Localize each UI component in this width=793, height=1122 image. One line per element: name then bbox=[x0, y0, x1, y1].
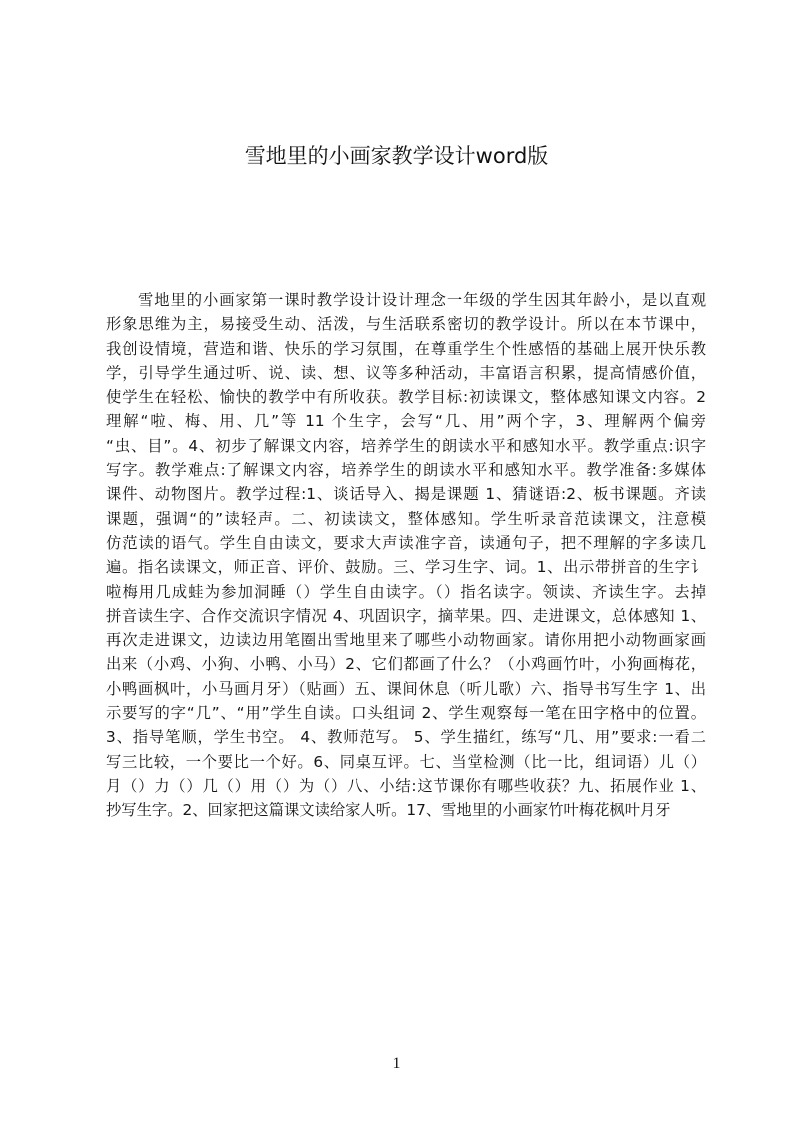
body-line: 形象思维为主，易接受生动、活泼，与生活联系密切的教学设计。所以在本节课中， bbox=[106, 315, 706, 334]
body-line: 再次走进课文，边读边用笔圈出雪地里来了哪些小动物画家。请你用把小动物画家画 bbox=[106, 631, 706, 650]
body-line: 写三比较，一个要比一个好。6、同桌互评。七、当堂检测（比一比，组词语）儿（） bbox=[106, 752, 706, 771]
body-line: 使学生在轻松、愉快的教学中有所收获。教学目标:初读课文，整体感知课文内容。2 bbox=[106, 388, 706, 407]
body-line: 月（）力（）几（）用（）为（）八、小结:这节课你有哪些收获？九、拓展作业 1、 bbox=[106, 776, 706, 795]
body-line: 出来（小鸡、小狗、小鸭、小马）2、它们都画了什么？（小鸡画竹叶，小狗画梅花， bbox=[106, 655, 706, 674]
body-line: 抄写生字。2、回家把这篇课文读给家人听。17、雪地里的小画家竹叶梅花枫叶月牙 bbox=[106, 801, 671, 820]
body-line: 示要写的字“几”、“用”学生自读。口头组词 2、学生观察每一笔在田字格中的位置。 bbox=[106, 704, 706, 723]
body-line: 小鸭画枫叶，小马画月牙）（贴画）五、课间休息（听儿歌）六、指导书写生字 1、出 bbox=[106, 679, 706, 698]
body-line: 仿范读的语气。学生自由读文，要求大声读准字音，读通句子，把不理解的字多读几 bbox=[106, 533, 706, 552]
body-line: 我创设情境，营造和谐、快乐的学习氛围，在尊重学生个性感悟的基础上展开快乐教 bbox=[106, 339, 706, 358]
document-body bbox=[106, 288, 706, 823]
body-line: 遍。指名读课文，师正音、评价、鼓励。三、学习生字、词。1、出示带拼音的生字讠 bbox=[106, 558, 706, 577]
body-line: 学，引导学生通过听、说、读、想、议等多种活动，丰富语言积累，提高情感价值， bbox=[106, 363, 706, 382]
body-line: 啦梅用几成蛙为参加洞睡（）学生自由读字。（）指名读字。领读、齐读生字。去掉 bbox=[106, 582, 706, 601]
body-line: 雪地里的小画家第一课时教学设计设计理念一年级的学生因其年龄小，是以直观 bbox=[138, 291, 706, 309]
body-line: 3、指导笔顺，学生书空。 4、教师范写。 5、学生描红，练写“几、用”要求:一看二 bbox=[106, 728, 706, 747]
body-line: 写字。教学难点:了解课文内容，培养学生的朗读水平和感知水平。教学准备:多媒体 bbox=[106, 461, 706, 480]
body-line: 课件、动物图片。教学过程:1、谈话导入、揭是课题 1、猜谜语:2、板书课题。齐读 bbox=[106, 485, 706, 504]
body-line: 课题，强调“的”读轻声。二、初读读文，整体感知。学生听录音范读课文，注意模 bbox=[106, 509, 706, 528]
body-line: 拼音读生字、合作交流识字情况 4、巩固识字，摘苹果。四、走进课文，总体感知 1、 bbox=[106, 606, 706, 625]
body-line: “虫、目”。4、初步了解课文内容，培养学生的朗读水平和感知水平。教学重点:识字 bbox=[106, 436, 706, 455]
document-title: 雪地里的小画家教学设计word版 bbox=[244, 144, 549, 168]
body-line: 理解“啦、梅、用、几”等 11 个生字，会写“几、用”两个字，3、理解两个偏旁 bbox=[106, 412, 706, 431]
page-number: 1 bbox=[392, 1055, 401, 1072]
